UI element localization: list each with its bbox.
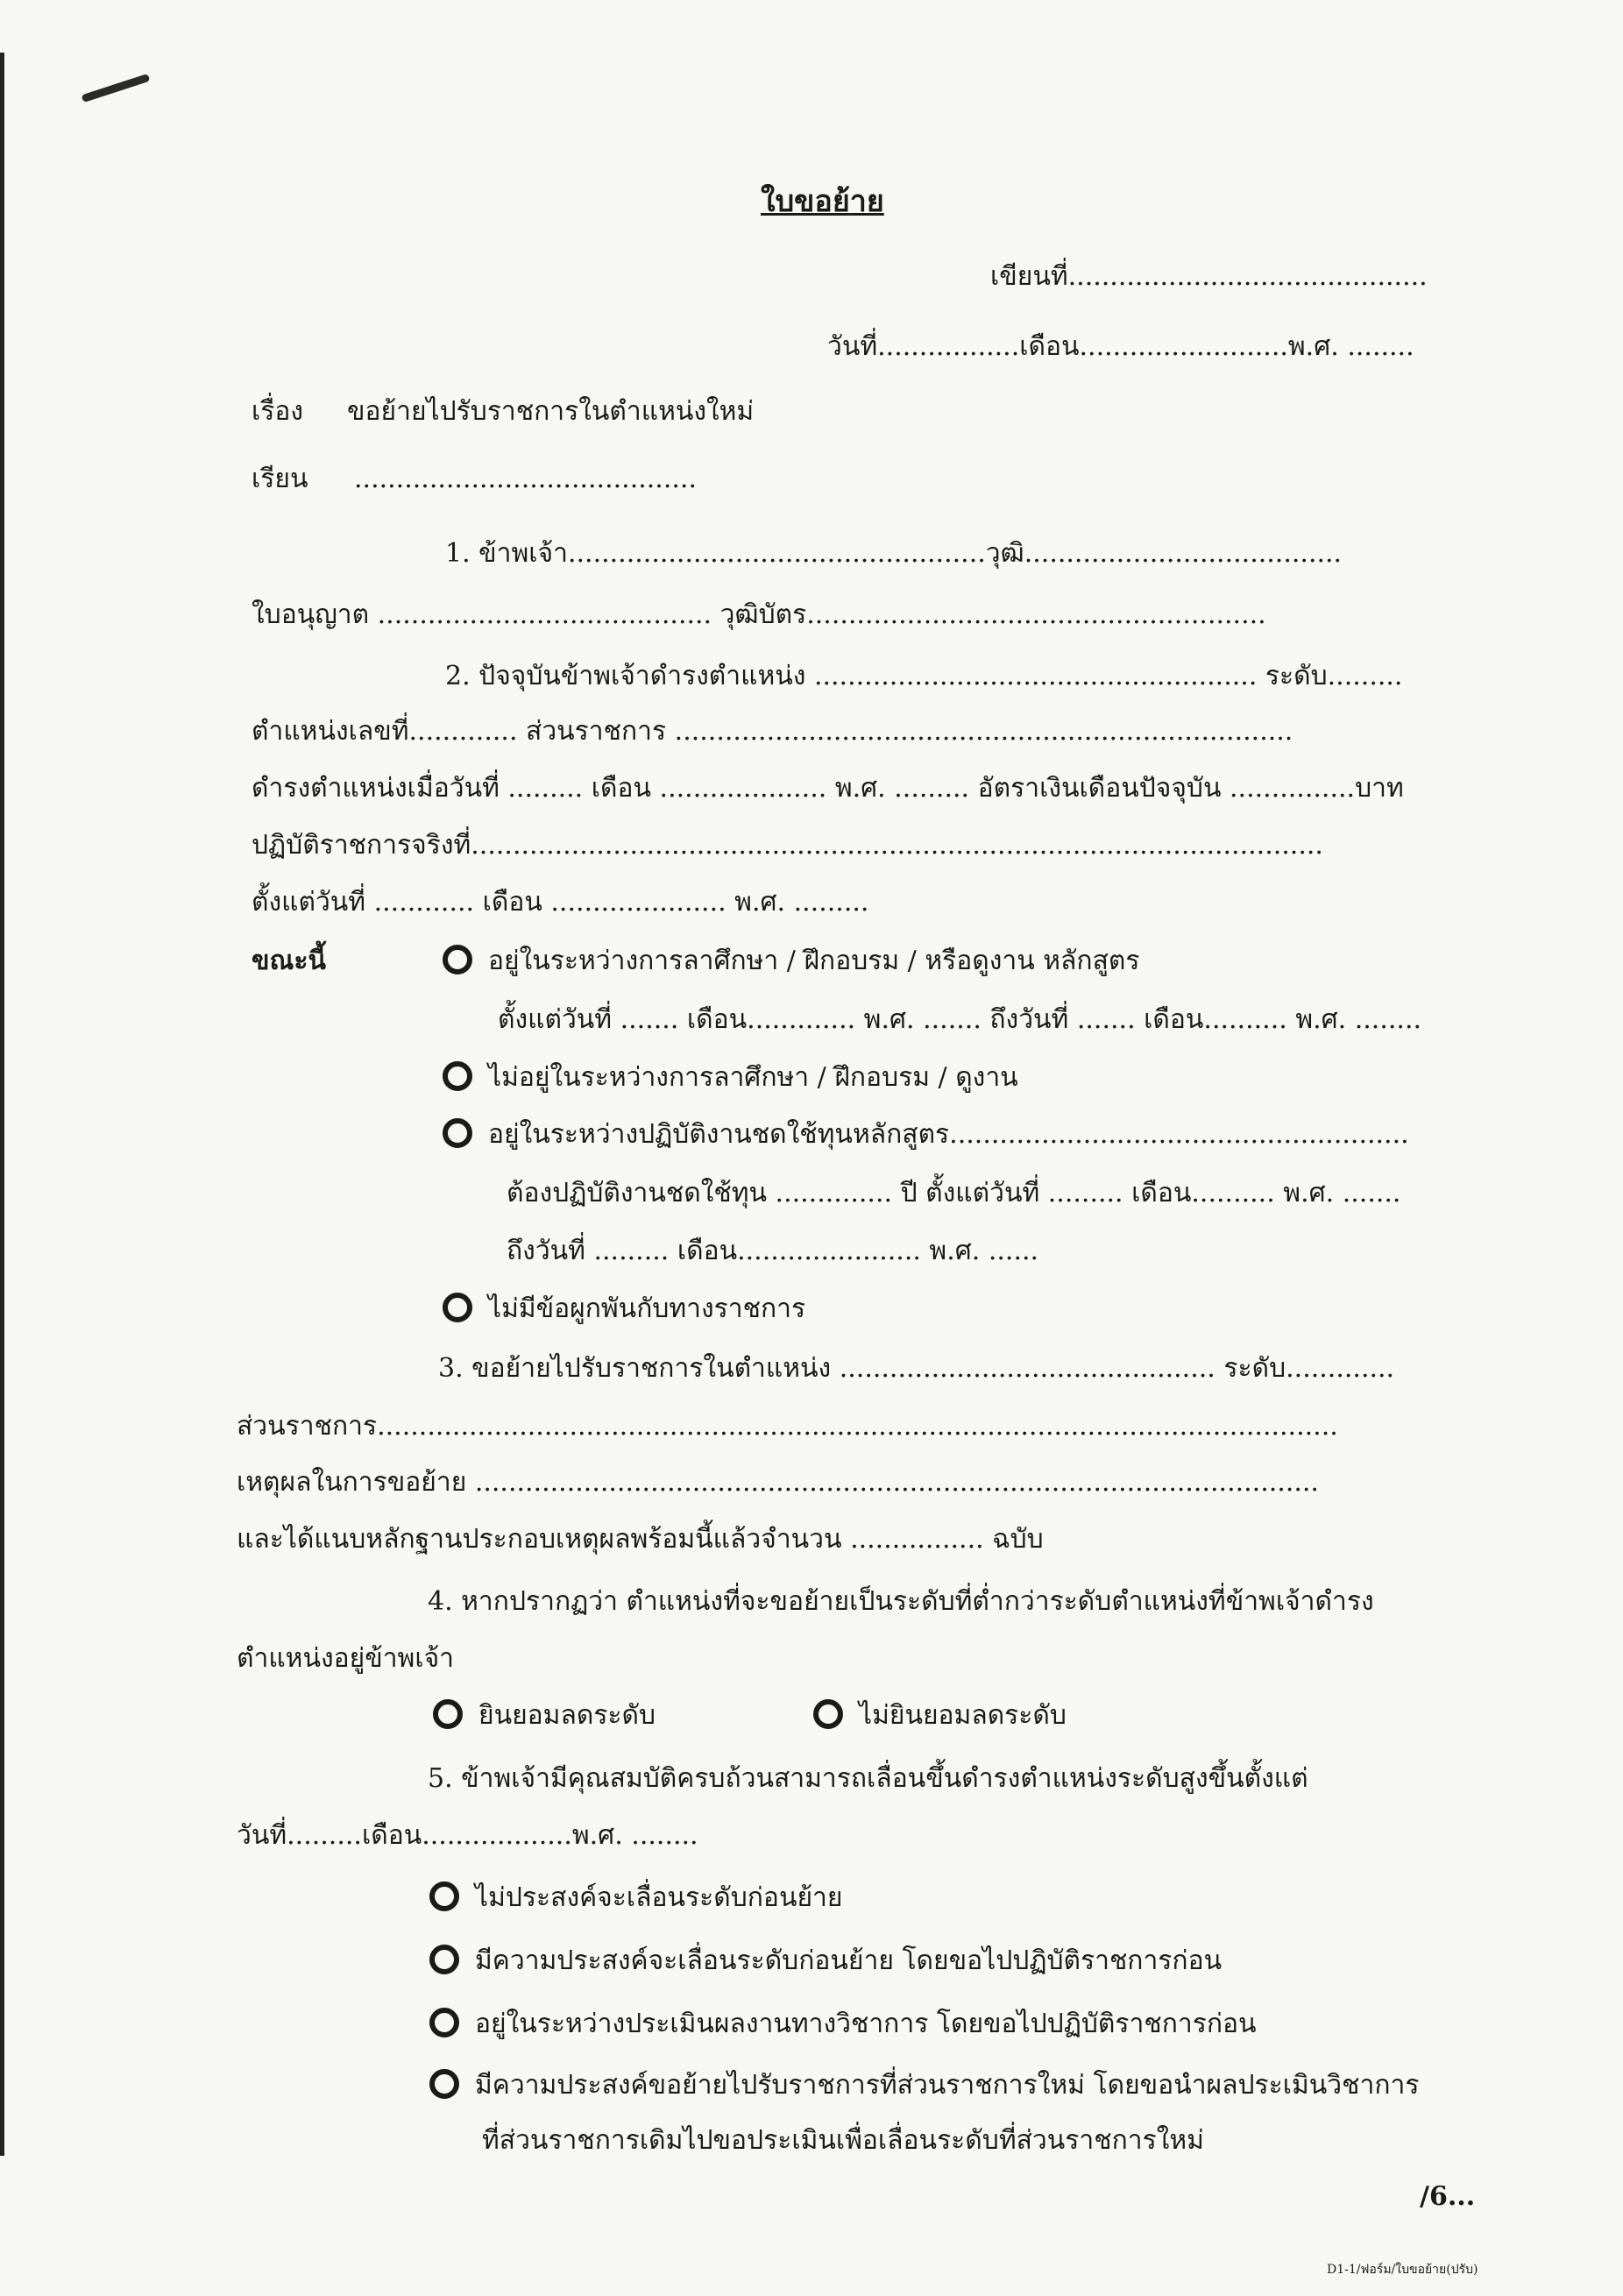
status-option-bond-end[interactable]: ถึงวันที่ ......... เดือน...................... พ.ศ. ...... xyxy=(507,1236,1039,1266)
status-option-study-dates[interactable]: ตั้งแต่วันที่ ....... เดือน............. พ.ศ. ....... ถึงวันที่ ....... เดือน.......... พ.ศ. ........ xyxy=(498,1004,1422,1035)
radio-circle-icon[interactable] xyxy=(429,1881,459,1911)
pen-mark xyxy=(82,74,151,103)
radio-circle-icon[interactable] xyxy=(443,945,472,974)
section-2-position-no[interactable]: ตำแหน่งเลขที่............. ส่วนราชการ .......................................................................... xyxy=(252,716,1293,747)
section-2-workplace[interactable]: ปฏิบัติราชการจริงที่...................................................................................................... xyxy=(252,830,1323,861)
radio-circle-icon[interactable] xyxy=(813,1699,843,1729)
section-1-license[interactable]: ใบอนุญาต ........................................ วุฒิบัตร....................................................... xyxy=(252,599,1266,630)
promotion-option-transfer-eval-cont: ที่ส่วนราชการเดิมไปขอประเมินเพื่อเลื่อนระดับที่ส่วนราชการใหม่ xyxy=(482,2125,1204,2156)
promotion-option-before-move[interactable]: มีความประสงค์จะเลื่อนระดับก่อนย้าย โดยขอไปปฏิบัติราชการก่อน xyxy=(429,1944,1222,1979)
subject-label: เรื่อง xyxy=(252,396,304,427)
section-5-date[interactable]: วันที่.........เดือน..................พ.ศ. ........ xyxy=(237,1820,698,1851)
option-reject-lower[interactable]: ไม่ยินยอมลดระดับ xyxy=(813,1698,1067,1733)
section-3-attachments[interactable]: และได้แนบหลักฐานประกอบเหตุผลพร้อมนี้แล้วจำนวน ................ ฉบับ xyxy=(237,1524,1044,1555)
scan-edge xyxy=(0,53,4,2156)
section-2-since[interactable]: ตั้งแต่วันที่ ............ เดือน ..................... พ.ศ. ......... xyxy=(252,887,869,918)
subject-text: ขอย้ายไปรับราชการในตำแหน่งใหม่ xyxy=(347,396,755,427)
form-title: ใบขอย้าย xyxy=(761,184,884,219)
page-continuation: /6... xyxy=(1420,2181,1476,2212)
section-1-name[interactable]: 1. ข้าพเจ้า..................................................วุฒิ...................................... xyxy=(445,538,1343,569)
radio-circle-icon[interactable] xyxy=(429,2008,459,2037)
radio-circle-icon[interactable] xyxy=(429,1945,459,1974)
promotion-option-no[interactable]: ไม่ประสงค์จะเลื่อนระดับก่อนย้าย xyxy=(429,1881,842,1916)
status-option-bond-period[interactable]: ต้องปฏิบัติงานชดใช้ทุน .............. ปี ตั้งแต่วันที่ ......... เดือน.......... พ.ศ. ....... xyxy=(507,1178,1401,1208)
section-4-text-cont: ตำแหน่งอยู่ข้าพเจ้า xyxy=(237,1643,454,1674)
now-label: ขณะนี้ xyxy=(252,946,326,976)
written-at-line: เขียนที่........................................... xyxy=(990,261,1428,292)
promotion-option-transfer-eval[interactable]: มีความประสงค์ขอย้ายไปรับราชการที่ส่วนราชการใหม่ โดยขอนำผลประเมินวิชาการ xyxy=(429,2068,1419,2103)
date-line: วันที่.................เดือน.........................พ.ศ. ........ xyxy=(827,331,1414,362)
section-3-reason[interactable]: เหตุผลในการขอย้าย ..................................................................................................... xyxy=(237,1467,1319,1498)
radio-circle-icon[interactable] xyxy=(443,1118,472,1148)
option-accept-lower[interactable]: ยินยอมลดระดับ xyxy=(433,1698,656,1733)
status-option-bond[interactable]: อยู่ในระหว่างปฏิบัติงานชดใช้ทุนหลักสูตร....................................................... xyxy=(443,1117,1409,1152)
section-2-start-date[interactable]: ดำรงตำแหน่งเมื่อวันที่ ......... เดือน .................... พ.ศ. ......... อัตราเงินเดือนปัจจุบัน ...............บาท xyxy=(252,773,1404,804)
to-field[interactable]: ......................................... xyxy=(354,464,697,494)
status-option-no-bond[interactable]: ไม่มีข้อผูกพันกับทางราชการ xyxy=(443,1292,805,1327)
section-3-position[interactable]: 3. ขอย้ายไปรับราชการในตำแหน่ง ............................................. ระดับ............. xyxy=(438,1353,1395,1384)
to-label: เรียน xyxy=(252,464,308,494)
status-option-not-study[interactable]: ไม่อยู่ในระหว่างการลาศึกษา / ฝึกอบรม / ดูงาน xyxy=(443,1060,1018,1095)
section-5-text: 5. ข้าพเจ้ามีคุณสมบัติครบถ้วนสามารถเลื่อนขึ้นดำรงตำแหน่งระดับสูงขึ้นตั้งแต่ xyxy=(428,1763,1308,1794)
status-option-study[interactable]: อยู่ในระหว่างการลาศึกษา / ฝึกอบรม / หรือดูงาน หลักสูตร xyxy=(443,944,1139,979)
footer-form-code: D1-1/ฟอร์ม/ใบขอย้าย(ปรับ) xyxy=(1327,2263,1478,2277)
radio-circle-icon[interactable] xyxy=(433,1699,463,1729)
section-4-text: 4. หากปรากฏว่า ตำแหน่งที่จะขอย้ายเป็นระดับที่ต่ำกว่าระดับตำแหน่งที่ข้าพเจ้าดำรง xyxy=(428,1586,1374,1617)
section-3-agency[interactable]: ส่วนราชการ................................................................................................................... xyxy=(237,1411,1338,1442)
radio-circle-icon[interactable] xyxy=(429,2069,459,2099)
radio-circle-icon[interactable] xyxy=(443,1293,472,1322)
radio-circle-icon[interactable] xyxy=(443,1061,472,1091)
promotion-option-evaluating[interactable]: อยู่ในระหว่างประเมินผลงานทางวิชาการ โดยขอไปปฏิบัติราชการก่อน xyxy=(429,2007,1257,2042)
section-2-position[interactable]: 2. ปัจจุบันข้าพเจ้าดำรงตำแหน่ง ..................................................... ระดับ......... xyxy=(445,661,1403,691)
